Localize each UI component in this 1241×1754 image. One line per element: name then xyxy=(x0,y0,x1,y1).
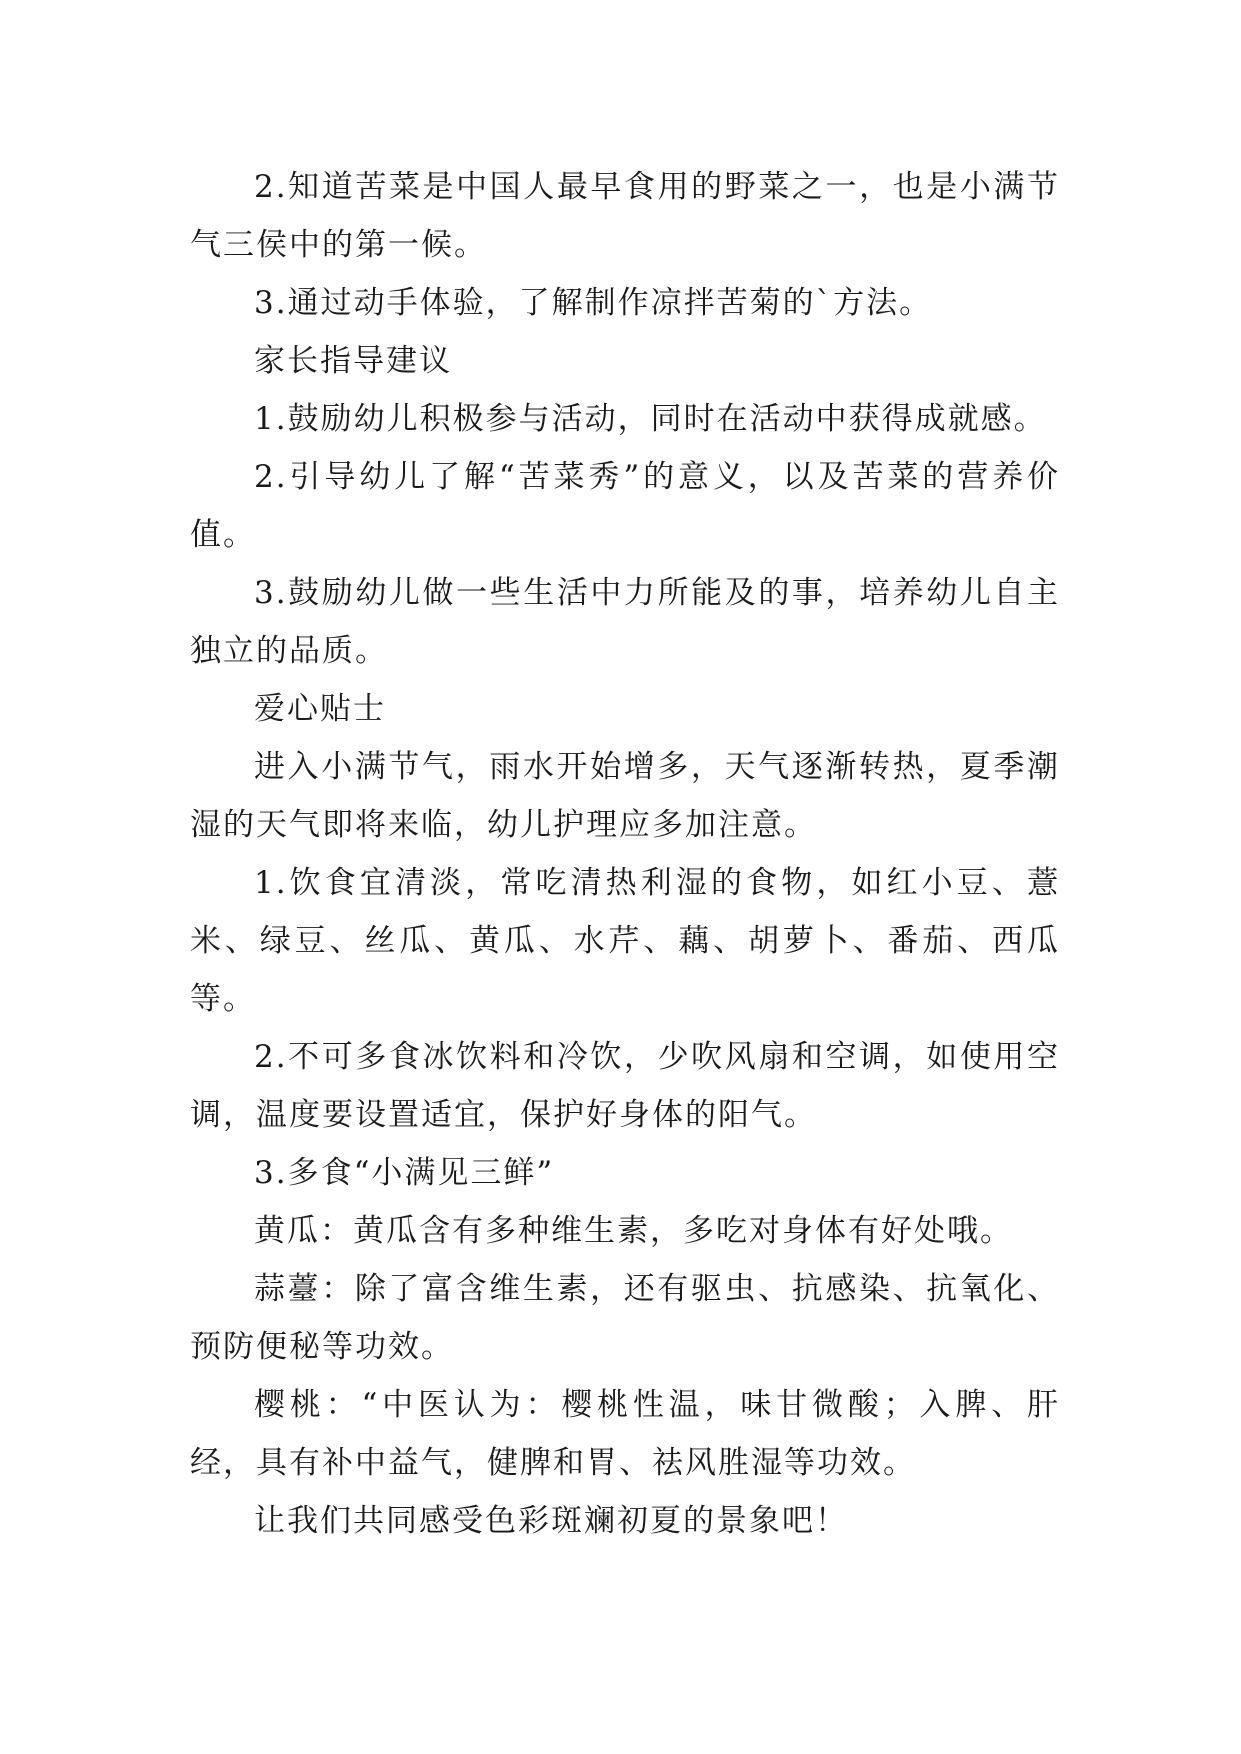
paragraph-guidance-1: 1.鼓励幼儿积极参与活动，同时在活动中获得成就感。 xyxy=(254,401,1047,437)
document-body xyxy=(190,158,1060,1550)
paragraph-goal-2: 2.知道苦菜是中国人最早食用的野菜之一，也是小满节气三侯中的第一候。 xyxy=(190,169,1060,263)
paragraph-goal-3: 3.通过动手体验，了解制作凉拌苦菊的`方法。 xyxy=(254,285,933,321)
paragraph-tip-3: 3.多食“小满见三鲜” xyxy=(254,1155,555,1191)
paragraph-tip-2: 2.不可多食冰饮料和冷饮，少吹风扇和空调，如使用空调，温度要设置适宜，保护好身体的阳气。 xyxy=(190,1039,1060,1133)
heading-parent-guidance: 家长指导建议 xyxy=(254,343,452,379)
paragraph-garlic-shoots: 蒜薹：除了富含维生素，还有驱虫、抗感染、抗氧化、预防便秘等功效。 xyxy=(190,1271,1060,1365)
paragraph-guidance-3: 3.鼓励幼儿做一些生活中力所能及的事，培养幼儿自主独立的品质。 xyxy=(190,575,1060,669)
paragraph-closing: 让我们共同感受色彩斑斓初夏的景象吧！ xyxy=(254,1503,848,1539)
paragraph-tips-intro: 进入小满节气，雨水开始增多，天气逐渐转热，夏季潮湿的天气即将来临，幼儿护理应多加注意。 xyxy=(190,749,1060,843)
paragraph-tip-1: 1.饮食宜清淡，常吃清热利湿的食物，如红小豆、薏米、绿豆、丝瓜、黄瓜、水芹、藕、胡萝卜、番茄、西瓜等。 xyxy=(190,865,1060,1017)
heading-care-tips: 爱心贴士 xyxy=(254,691,386,727)
paragraph-cherry: 樱桃：“中医认为：樱桃性温，味甘微酸；入脾、肝经，具有补中益气，健脾和胃、祛风胜湿等功效。 xyxy=(190,1387,1060,1481)
paragraph-cucumber: 黄瓜：黄瓜含有多种维生素，多吃对身体有好处哦。 xyxy=(254,1213,1013,1249)
paragraph-guidance-2: 2.引导幼儿了解“苦菜秀”的意义，以及苦菜的营养价值。 xyxy=(190,459,1060,553)
